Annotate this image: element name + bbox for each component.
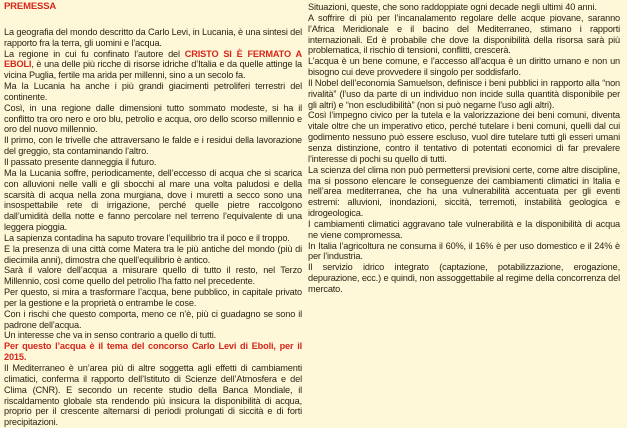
- paragraph-text: , è una delle più ricche di risorse idriche d’Italia e da quelle attinge la vicina Puglia, fertile ma arida per millenni, sino a un secolo fa.: [4, 59, 302, 81]
- paragraph: E la presenza di una città come Matera tra le più antiche del mondo (più di diecimila anni), dimostra che quell’equilibrio è antico.: [4, 243, 302, 265]
- paragraph: La geografia del mondo descritto da Carlo Levi, in Lucania, è una sintesi del rapporto fra la terra, gli uomini e l’acqua.: [4, 26, 302, 48]
- paragraph: Il servizio idrico integrato (captazione, potabilizzazione, erogazione, depurazione, ecc.) e quindi, non assoggettabile al regime della concorrenza del mercato.: [308, 262, 620, 294]
- paragraph: Un interesse che va in senso contrario a quello di tutti.: [4, 330, 217, 341]
- paragraph: La scienza del clima non può permettersi previsioni certe, come altre discipline, ma si possono elencare le conseguenze dei cambiamenti climatici in Italia e nell’area mediterranea, che ha una vulnerabilità accentuata per gli eventi estremi: alluvioni, inondazioni, siccità, terremoti, instabilità geologica e idrogeologica.: [308, 164, 620, 219]
- paragraph: Così l’impegno civico per la tutela e la valorizzazione dei beni comuni, diventa vitale oltre che un imperativo etico, perché tutelare i beni comuni, quelli dal cui godimento nessuno può essere escluso, vuol dire tutelare tutti gli esseri umani senza distinzione, contro il tentativo di potentati economici di far prevalere l’interesse di pochi su quello di tutti.: [308, 110, 620, 164]
- paragraph: La sapienza contadina ha saputo trovare l’equilibrio tra il poco e il troppo.: [4, 232, 290, 243]
- paragraph: Il passato presente danneggia il futuro.: [4, 156, 157, 167]
- left-column: [4, 1, 303, 428]
- paragraph: L’acqua è un bene comune, e l’accesso all’acqua è un diritto umano e non un bisogno cui deve provvedere il singolo per soddisfarlo.: [308, 56, 620, 78]
- paragraph: In Italia l’agricoltura ne consuma il 60%, il 16% è per uso domestico e il 24% è per l’industria.: [308, 240, 620, 262]
- paragraph: I cambiamenti climatici aggravano tale vulnerabilità e la disponibilità di acqua ne viene compromessa.: [308, 218, 620, 240]
- paragraph: Ma la Lucania ha anche i più grandi giacimenti petroliferi terrestri del continente.: [4, 81, 302, 102]
- paragraph: Per questo, si mira a trasformare l’acqua, bene pubblico, in capitale privato per la gestione e la proprietà o entrambe le cose.: [4, 287, 302, 308]
- section-heading: PREMESSA: [4, 1, 57, 12]
- paragraph: Il Nobel dell’economia Samuelson, definisce i beni pubblici in rapporto alla “non rivalità” (l’uso da parte di un individuo non incide sulla quantità disponibile per gli altri) e “non escludibilità” (non si può negarne l’uso agli altri).: [308, 77, 620, 110]
- paragraph: Il primo, con le trivelle che attraversano le falde e i residui della lavorazione del greggio, sta contaminando l’altro.: [4, 135, 302, 157]
- paragraph: Ma la Lucania soffre, periodicamente, dell’eccesso di acqua che si scarica con alluvioni nelle valli e gli sbocchi al mare una volta paludosi e della scarsità di acqua nella zona murgiana, dove i muretti a secco sono una insospettabile rete di irrigazione, perché quelle pietre raccolgono dall’umidità della notte e fanno percolare nel terreno l’equivalente di una leggera pioggia.: [4, 167, 302, 233]
- paragraph: A soffrire di più per l’incanalamento regolare delle acque piovane, saranno l’Africa Meridionale e il bacino del Mediterraneo, stimano i rapporti internazionali. Ed è probabile che dove la disponibilità della risorsa sarà più problematica, il rischio di tensioni, conflitti, crescerà.: [308, 12, 620, 56]
- paragraph: Sarà il valore dell’acqua a misurare quello di tutto il resto, nel Terzo Millennio, così come quello del petrolio l’ha fatto nel precedente.: [4, 265, 302, 287]
- paragraph: [4, 49, 302, 82]
- paragraph: Situazioni, queste, che sono raddoppiate ogni decade negli ultimi 40 anni.: [308, 2, 597, 12]
- paragraph-text: La regione in cui fu confinato l’autore del: [4, 48, 185, 59]
- contest-theme-highlight: Per questo l’acqua è il tema del concorso Carlo Levi di Eboli, per il 2015.: [4, 341, 302, 363]
- paragraph: Con i rischi che questo comporta, meno ce n’è, più ci guadagno se sono il padrone dell’acqua.: [4, 308, 302, 330]
- paragraph: Il Mediterraneo è un’area più di altre soggetta agli effetti di cambiamenti climatici, conferma il rapporto dell’Istituto di Scienze dell’Atmosfera e del Clima (CNR). E secondo un recente studio della Banca Mondiale, il riscaldamento globale sta rendendo più insicura la disponibilità di acqua, proprio per il crescente alternarsi di periodi prolungati di siccità e di forti precipitazioni.: [4, 363, 302, 428]
- book-title-highlight: CRISTO SI È FERMATO A EBOLI: [4, 48, 303, 70]
- paragraph: Così, in una regione dalle dimensioni tutto sommato modeste, si ha il conflitto tra oro nero e oro blu, petrolio e acqua, oro dello scorso millennio e oro del nuovo millennio.: [4, 102, 302, 135]
- right-column: [308, 2, 620, 417]
